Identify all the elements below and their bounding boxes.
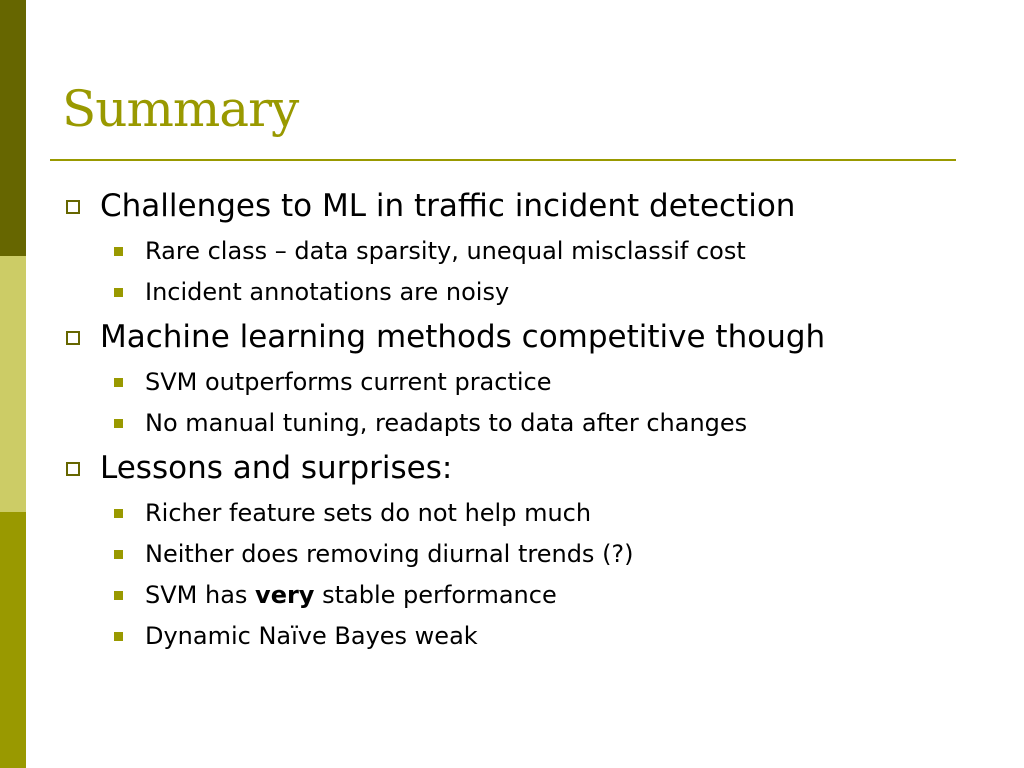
sub-bullet-text-after: stable performance (314, 581, 557, 609)
filled-square-bullet-icon (114, 378, 123, 387)
filled-square-bullet-icon (114, 591, 123, 600)
sub-bullet-naive-bayes (145, 624, 478, 648)
bullet-ml-methods (100, 319, 826, 355)
bullet-lessons (100, 450, 453, 486)
bullet-text: Challenges to ML in traffic incident detection (100, 188, 796, 224)
sub-bullet-annotations (145, 280, 509, 304)
hollow-square-bullet-icon (66, 331, 80, 345)
sub-bullet-text: SVM outperforms current practice (145, 368, 552, 396)
filled-square-bullet-icon (114, 419, 123, 428)
sub-bullet-rare-class (145, 239, 746, 263)
filled-square-bullet-icon (114, 632, 123, 641)
sub-bullet-no-manual-tuning (145, 411, 747, 435)
sub-bullet-svm-outperforms (145, 370, 552, 394)
hollow-square-bullet-icon (66, 462, 80, 476)
filled-square-bullet-icon (114, 550, 123, 559)
bullet-text: Machine learning methods competitive though (100, 319, 826, 355)
sub-bullet-svm-stable (145, 583, 557, 607)
sub-bullet-text: Richer feature sets do not help much (145, 499, 592, 527)
sub-bullet-text: Neither does removing diurnal trends (?) (145, 540, 634, 568)
sub-bullet-text-before: SVM has (145, 581, 256, 609)
sub-bullet-diurnal-trends (145, 542, 634, 566)
filled-square-bullet-icon (114, 247, 123, 256)
filled-square-bullet-icon (114, 288, 123, 297)
filled-square-bullet-icon (114, 509, 123, 518)
sub-bullet-text: Rare class – data sparsity, unequal misclassif cost (145, 237, 746, 265)
bullet-text: Lessons and surprises: (100, 450, 453, 486)
sub-bullet-text: No manual tuning, readapts to data after changes (145, 409, 748, 437)
emphasis-text: very (255, 581, 315, 609)
slide-title: Summary (62, 80, 299, 138)
sub-bullet-richer-features (145, 501, 591, 525)
sub-bullet-text: Incident annotations are noisy (145, 278, 510, 306)
hollow-square-bullet-icon (66, 200, 80, 214)
sub-bullet-text: Dynamic Naïve Bayes weak (145, 622, 478, 650)
bullet-challenges (100, 188, 796, 224)
